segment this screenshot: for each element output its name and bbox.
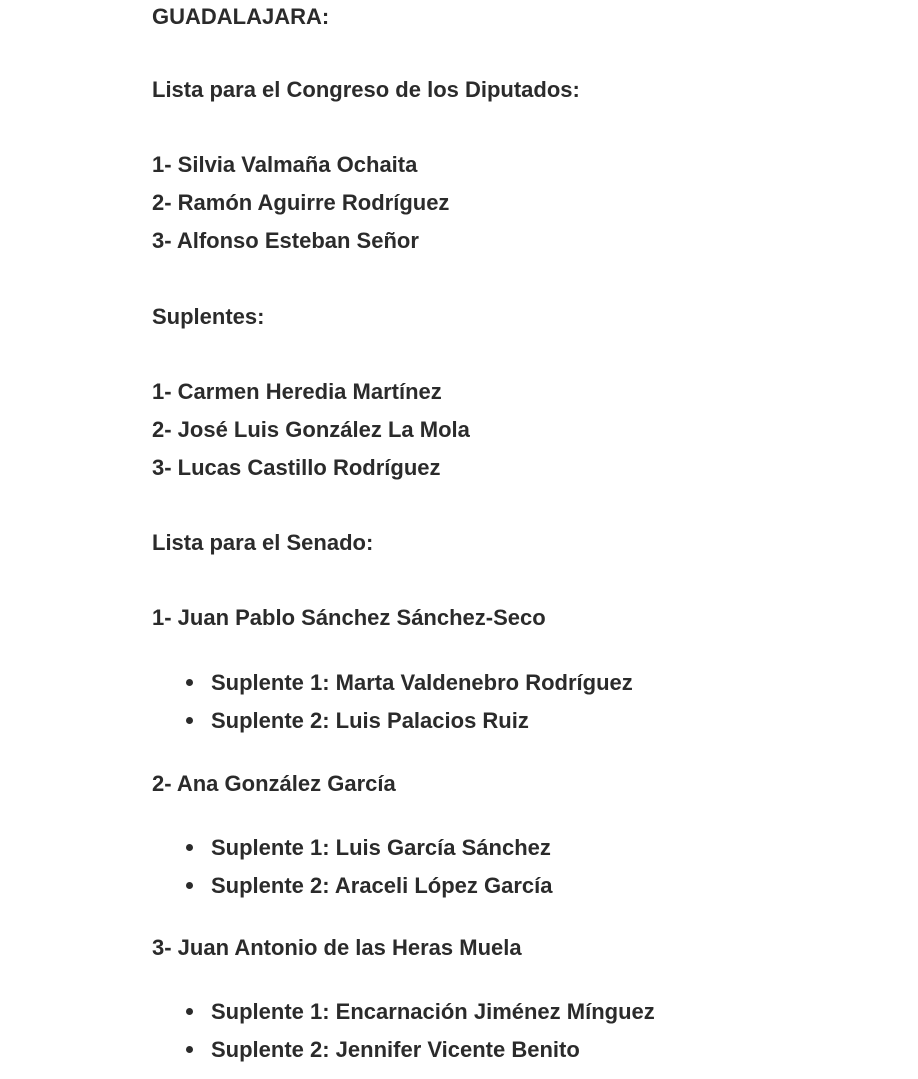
senado-candidate-3-suplente-2 — [186, 1037, 580, 1063]
suplente-text: Suplente 1: Encarnación Jiménez Mínguez — [211, 999, 655, 1024]
suplentes-heading: Suplentes: — [152, 304, 265, 329]
province-title: GUADALAJARA: — [152, 4, 330, 29]
senado-candidate-1-suplente-2 — [186, 708, 529, 734]
congreso-candidate-3: 3- Alfonso Esteban Señor — [152, 228, 419, 253]
senado-candidate-2: 2- Ana González García — [152, 771, 396, 796]
suplente-text: Suplente 1: Marta Valdenebro Rodríguez — [211, 670, 633, 695]
bullet-icon — [186, 844, 193, 851]
senado-candidate-2-suplente-1 — [186, 835, 551, 861]
suplente-text: Suplente 2: Luis Palacios Ruiz — [211, 708, 529, 733]
congreso-candidate-1: 1- Silvia Valmaña Ochaita — [152, 152, 418, 177]
bullet-icon — [186, 1046, 193, 1053]
bullet-icon — [186, 882, 193, 889]
suplente-text: Suplente 2: Jennifer Vicente Benito — [211, 1037, 580, 1062]
senado-candidate-1-suplente-1 — [186, 670, 633, 696]
senado-candidate-3: 3- Juan Antonio de las Heras Muela — [152, 935, 522, 960]
senado-candidate-2-suplente-2 — [186, 873, 553, 899]
congreso-suplente-1: 1- Carmen Heredia Martínez — [152, 379, 442, 404]
congreso-suplente-2: 2- José Luis González La Mola — [152, 417, 470, 442]
senado-heading: Lista para el Senado: — [152, 530, 374, 555]
congreso-candidate-2: 2- Ramón Aguirre Rodríguez — [152, 190, 450, 215]
congreso-heading: Lista para el Congreso de los Diputados: — [152, 77, 580, 102]
suplente-text: Suplente 1: Luis García Sánchez — [211, 835, 551, 860]
congreso-suplente-3: 3- Lucas Castillo Rodríguez — [152, 455, 441, 480]
suplente-text: Suplente 2: Araceli López García — [211, 873, 553, 898]
bullet-icon — [186, 1008, 193, 1015]
senado-candidate-1: 1- Juan Pablo Sánchez Sánchez-Seco — [152, 605, 546, 630]
senado-candidate-3-suplente-1 — [186, 999, 655, 1025]
bullet-icon — [186, 679, 193, 686]
bullet-icon — [186, 717, 193, 724]
